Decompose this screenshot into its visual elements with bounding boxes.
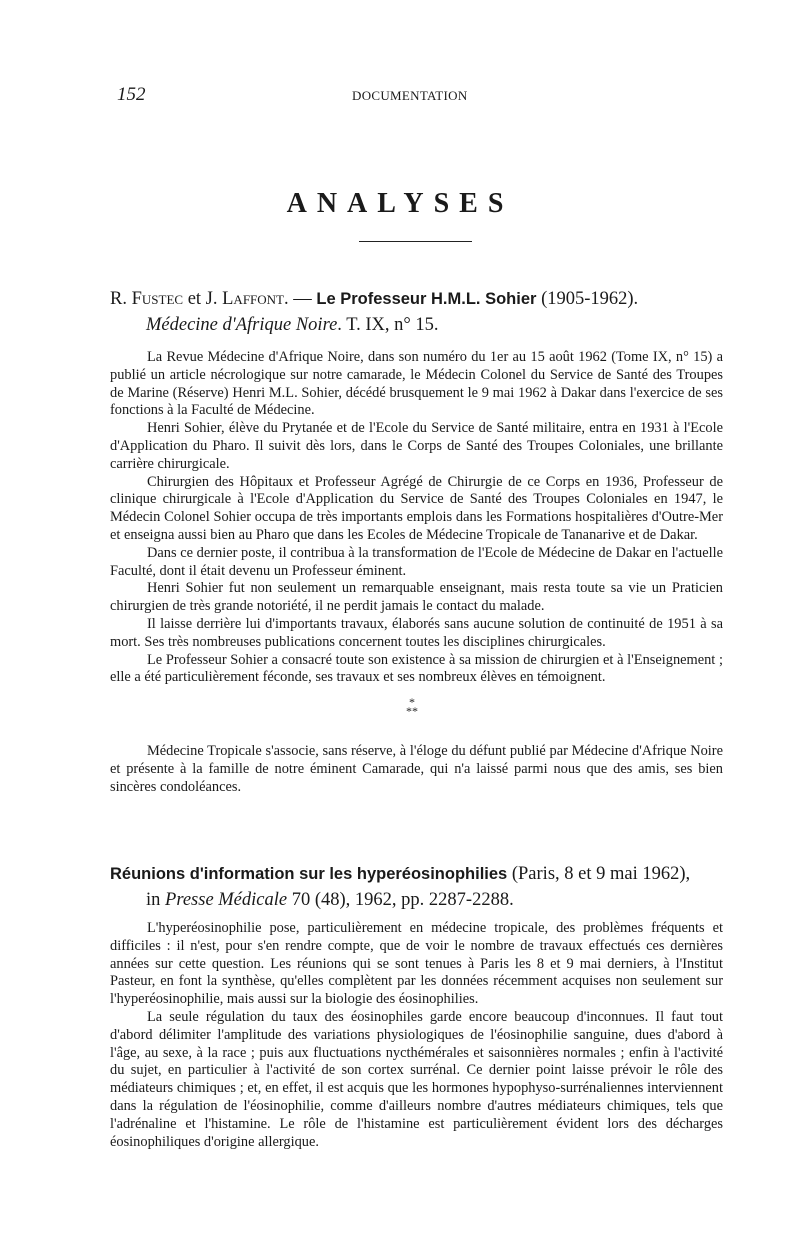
asterism-glyphs: * ** [406, 695, 418, 718]
article-1-years: (1905-1962). [536, 289, 639, 309]
page-number: 152 [117, 84, 146, 105]
paragraph: Henri Sohier, élève du Prytanée et de l'Ecole du Service de Santé militaire, entra en 1931 à l'Ecole d'Application du Pharo. Il suivit dès lors, dans le Corps de Santé des Troupes Coloniales, une brillante carrière chirurgicale. [110, 420, 723, 472]
section-title: ANALYSES [286, 188, 514, 219]
paragraph: Henri Sohier fut non seulement un remarquable enseignant, mais resta toute sa vie un Praticien chirurgien de très grande notoriété, il ne perdit jamais le contact du malade. [110, 580, 723, 615]
paragraph: Le Professeur Sohier a consacré toute son existence à sa mission de chirurgien et à l'Enseignement ; elle a été particulièrement féconde, ses travaux et ses nombreux élèves en témoignent. [110, 651, 723, 686]
article-2-meeting: (Paris, 8 et 9 mai 1962), [507, 864, 691, 884]
article-1-source: Médecine d'Afrique Noire [146, 315, 338, 335]
article-2-citation: 70 (48), 1962, pp. 2287-2288. [287, 890, 514, 910]
article-1-body [110, 349, 723, 687]
article-2-body [110, 920, 723, 1151]
title-rule [359, 241, 472, 242]
paragraph: L'hyperéosinophilie pose, particulièrement en médecine tropicale, des problèmes fréquents et difficiles : il n'est, pour s'en rendre compte, que de voir le nombre de travaux effectués ces dernières années sur cette question. Les réunions qui se sont tenues à Paris les 8 et 9 mai derniers, à l'Institut Pasteur, en font la synthèse, qu'elles complètent par les données récemment acquises non seulement sur l'hyperéosinophilie, mais aussi sur la biologie des éosinophilies. [110, 920, 723, 1008]
authors-join: et J. [183, 289, 223, 309]
paragraph: Dans ce dernier poste, il contribua à la transformation de l'Ecole de Médecine de Dakar en l'actuelle Faculté, dont il était devenu un Professeur éminent. [110, 544, 723, 579]
article-1-closing [110, 743, 723, 796]
paragraph: Il laisse derrière lui d'importants travaux, élaborés sans aucune solution de continuité de 1951 à sa mort. Ses très nombreuses publications concernent toutes les disciplines chirurgicales. [110, 615, 723, 650]
paragraph: Chirurgien des Hôpitaux et Professeur Agrégé de Chirurgie de ce Corps en 1936, Professeur de clinique chirurgicale à l'Ecole d'Application du Service de Santé des Troupes Coloniales en 1947, le Médecin Colonel Sohier occupa de très importants emplois dans les Formations hospitalières d'Outre-Mer et enseigna aussi bien au Pharo que dans les Ecoles de Médecine Tropicale de Tananarive et de Dakar. [110, 473, 723, 543]
closing-paragraph: Médecine Tropicale s'associe, sans réserve, à l'éloge du défunt publié par Médecine d'Afrique Noire et présente à la famille de notre éminent Camarade, qui n'a laissé parmi nous que des amis, ses bien sincères condoléances. [110, 743, 723, 795]
author-2: Laffont [222, 289, 284, 309]
article-2-source: Presse Médicale [165, 890, 288, 910]
article-2-in: in [146, 890, 166, 910]
article-2-title: Réunions d'information sur les hyperéosinophilies [110, 865, 508, 883]
article-2-heading [110, 861, 740, 913]
running-head: DOCUMENTATION [352, 88, 468, 103]
authors-prefix: R. [110, 289, 132, 309]
asterism [400, 695, 424, 718]
article-1-title: Le Professeur H.M.L. Sohier [316, 290, 537, 308]
article-1-volume: . T. IX, n° 15. [337, 315, 439, 335]
article-1-heading [110, 286, 730, 338]
heading-dash: . — [284, 289, 317, 309]
author-1: Fustec [131, 289, 184, 309]
paragraph: La Revue Médecine d'Afrique Noire, dans son numéro du 1er au 15 août 1962 (Tome IX, n° 15) a publié un article nécrologique sur notre camarade, le Médecin Colonel du Service de Santé des Troupes de Marine (Réserve) Henri M.L. Sohier, décédé brusquement le 9 mai 1962 à Dakar dans l'exercice de ses fonctions à la Faculté de Médecine. [110, 349, 723, 419]
paragraph: La seule régulation du taux des éosinophiles garde encore beaucoup d'inconnues. Il faut tout d'abord délimiter l'amplitude des variations physiologiques de l'éosinophilie sanguine, dues d'abord à l'âge, au sexe, à la race ; puis aux fluctuations nycthémérales et saisonnières normales ; enfin à l'activité du sujet, en particulier à l'activité de son cortex surrénal. Ce dernier point laisse prévoir le rôle des médiateurs chimiques ; et, en effet, il est acquis que les hormones hypophyso-surrénaliennes interviennent dans la régulation de l'éosinophilie, comme d'ailleurs nombre d'autres médiateurs chimiques, tels que l'adrénaline et l'histamine. Le rôle de l'histamine est particulièrement évident lors des décharges éosinophiliques d'origine allergique. [110, 1008, 723, 1150]
